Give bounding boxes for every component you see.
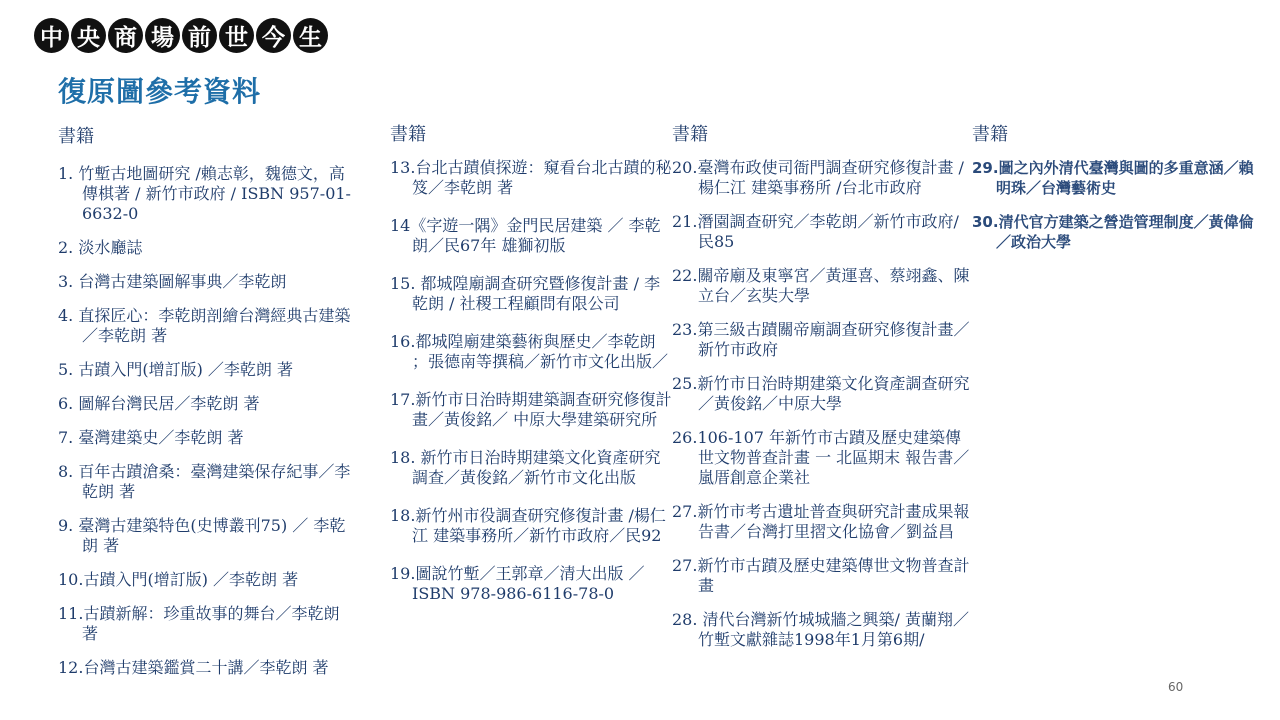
reference-column-2 <box>390 120 672 622</box>
list-item: 20.臺灣布政使司衙門調查研究修復計畫 /楊仁江 建築事務所 /台北市政府 <box>672 158 964 197</box>
list-item: 18. 新竹市日治時期建築文化資產研究調查／黃俊銘／新竹市文化出版 <box>390 448 661 487</box>
list-item: 19.圖說竹塹／王郭章／清大出版 ／ ISBN 978-986-6116-78-0 <box>390 564 645 603</box>
logo-char: 前 <box>182 18 217 53</box>
list-item: 30.清代官方建築之營造管理制度／黃偉倫／政治大學 <box>972 213 1254 251</box>
list-item: 23.第三級古蹟關帝廟調查研究修復計畫／新竹市政府 <box>672 320 970 359</box>
list-item: 4. 直探匠心：李乾朗剖繪台灣經典古建築／李乾朗 著 <box>58 306 351 345</box>
reference-list <box>58 164 358 678</box>
list-item: 29.圖之內外清代臺灣與圖的多重意涵／賴明珠／台灣藝術史 <box>972 159 1254 197</box>
reference-list <box>390 158 672 604</box>
list-item: 27.新竹市考古遺址普查與研究計畫成果報告書／台灣打里摺文化協會／劉益昌 <box>672 502 970 541</box>
reference-column-1 <box>58 122 358 692</box>
logo <box>34 18 328 56</box>
list-item: 17.新竹市日治時期建築調查研究修復計畫／黃俊銘／ 中原大學建築研究所 <box>390 390 672 429</box>
logo-char: 場 <box>145 18 180 53</box>
column-heading: 書籍 <box>390 124 426 145</box>
list-item: 1. 竹塹古地圖研究 /賴志彰，魏德文，高傳棋著 / 新竹市政府 / ISBN 957-01-6632-0 <box>58 164 351 223</box>
reference-list <box>972 158 1262 252</box>
list-item: 16.都城隍廟建築藝術與歷史／李乾朗 ；張德南等撰稿／新竹市文化出版／ <box>390 332 669 371</box>
list-item: 14《字遊一隅》金門民居建築 ／ 李乾朗／民67年 雄獅初版 <box>390 216 661 255</box>
list-item: 22.關帝廟及東寧宮／黃運喜、蔡翊鑫、陳立台／玄奘大學 <box>672 266 970 305</box>
reference-column-3 <box>672 120 972 664</box>
logo-char: 央 <box>71 18 106 53</box>
column-heading: 書籍 <box>972 124 1008 145</box>
list-item: 12.台灣古建築鑑賞二十講／李乾朗 著 <box>58 658 329 677</box>
list-item: 11.古蹟新解：珍重故事的舞台／李乾朗 著 <box>58 604 340 643</box>
logo-char: 商 <box>108 18 143 53</box>
logo-char: 世 <box>219 18 254 53</box>
list-item: 21.潛園調查研究／李乾朗／新竹市政府/ 民85 <box>672 212 959 251</box>
column-heading: 書籍 <box>672 124 708 145</box>
list-item: 25.新竹市日治時期建築文化資產調查研究／黃俊銘／中原大學 <box>672 374 970 413</box>
page-title: 復原圖參考資料 <box>58 75 262 108</box>
list-item: 26.106-107 年新竹市古蹟及歷史建築傳世文物普查計畫 一 北區期末 報告書／嵐厝創意企業社 <box>672 428 970 487</box>
list-item: 28. 清代台灣新竹城城牆之興築/ 黃蘭翔／竹塹文獻雜誌1998年1月第6期/ <box>672 610 970 649</box>
list-item: 3. 台灣古建築圖解事典／李乾朗 <box>58 272 287 291</box>
page-number: 60 <box>1168 680 1184 694</box>
column-heading: 書籍 <box>58 126 94 147</box>
list-item: 15. 都城隍廟調查研究暨修復計畫 / 李乾朗 / 社稷工程顧問有限公司 <box>390 274 661 313</box>
list-item: 18.新竹州市役調查研究修復計畫 /楊仁江 建築事務所／新竹市政府／民92 <box>390 506 666 545</box>
list-item: 10.古蹟入門(增訂版) ／李乾朗 著 <box>58 570 299 589</box>
reference-column-4 <box>972 120 1262 266</box>
list-item: 13.台北古蹟偵探遊：窺看台北古蹟的秘笈／李乾朗 著 <box>390 158 672 197</box>
list-item: 2. 淡水廳誌 <box>58 238 143 257</box>
reference-list <box>672 158 972 650</box>
list-item: 27.新竹市古蹟及歷史建築傳世文物普查計畫 <box>672 556 970 595</box>
logo-char: 今 <box>256 18 291 53</box>
list-item: 8. 百年古蹟滄桑：臺灣建築保存紀事／李乾朗 著 <box>58 462 351 501</box>
list-item: 9. 臺灣古建築特色(史博叢刊75) ／ 李乾朗 著 <box>58 516 346 555</box>
list-item: 7. 臺灣建築史／李乾朗 著 <box>58 428 244 447</box>
logo-char: 生 <box>293 18 328 53</box>
list-item: 5. 古蹟入門(增訂版) ／李乾朗 著 <box>58 360 294 379</box>
logo-char: 中 <box>34 18 69 53</box>
list-item: 6. 圖解台灣民居／李乾朗 著 <box>58 394 260 413</box>
